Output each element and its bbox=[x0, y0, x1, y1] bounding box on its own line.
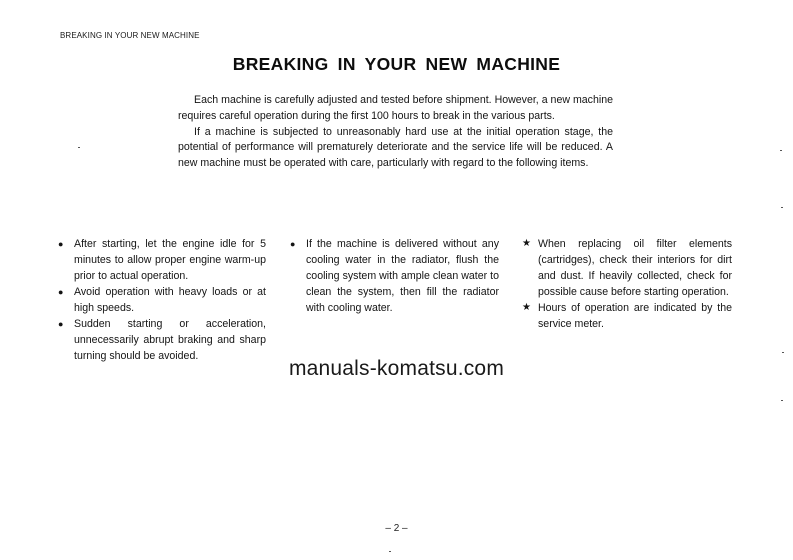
running-header: BREAKING IN YOUR NEW MACHINE bbox=[60, 31, 200, 40]
bullet-icon: ● bbox=[58, 239, 64, 249]
star-icon: ★ bbox=[522, 238, 531, 249]
bullet-icon: ● bbox=[58, 319, 64, 329]
instruction-column-3 bbox=[522, 236, 732, 332]
list-item-text: Sudden starting or acceleration, unnecessarily abrupt braking and sharp turning should be avoided. bbox=[74, 318, 266, 362]
list-item bbox=[58, 236, 266, 284]
list-item bbox=[522, 300, 732, 332]
scan-speck bbox=[781, 400, 783, 401]
scan-speck bbox=[389, 551, 391, 552]
list-item-text: After starting, let the engine idle for 5 minutes to allow proper engine warm-up prior to actual operation. bbox=[74, 238, 266, 282]
page-number: – 2 – bbox=[385, 523, 408, 534]
scan-speck bbox=[780, 150, 782, 151]
bullet-icon: ● bbox=[290, 239, 296, 249]
scan-speck bbox=[781, 207, 783, 208]
intro-paragraph: If a machine is subjected to unreasonably hard use at the initial operation stage, the potential of performance will prematurely deteriorate and the service life will be reduced. A new machine must be operated with care, particularly with regard to the following items. bbox=[178, 125, 613, 170]
intro-text bbox=[178, 93, 613, 172]
list-item bbox=[58, 284, 266, 316]
list-item-text: Hours of operation are indicated by the service meter. bbox=[538, 302, 732, 330]
instruction-column-1 bbox=[58, 236, 266, 364]
list-item-text: Avoid operation with heavy loads or at high speeds. bbox=[74, 286, 266, 314]
instruction-column-2 bbox=[290, 236, 499, 316]
scan-speck bbox=[782, 352, 784, 353]
star-list bbox=[522, 236, 732, 332]
watermark-text: manuals-komatsu.com bbox=[288, 357, 505, 380]
page-title: BREAKING IN YOUR NEW MACHINE bbox=[232, 54, 561, 74]
list-item bbox=[522, 236, 732, 300]
list-item bbox=[290, 236, 499, 316]
star-icon: ★ bbox=[522, 302, 531, 313]
intro-paragraph: Each machine is carefully adjusted and tested before shipment. However, a new machine requires careful operation during the first 100 hours to break in the various parts. bbox=[178, 94, 613, 122]
bullet-icon: ● bbox=[58, 287, 64, 297]
list-item-text: If the machine is delivered without any cooling water in the radiator, flush the cooling system with ample clean water to clean the system, then fill the radiator with cooling water. bbox=[306, 238, 499, 314]
bullet-list bbox=[58, 236, 266, 364]
scan-speck bbox=[78, 147, 80, 148]
bullet-list bbox=[290, 236, 499, 316]
list-item-text: When replacing oil filter elements (cartridges), check their interiors for dirt and dust. If heavily collected, check for possible cause before starting operation. bbox=[538, 238, 732, 298]
